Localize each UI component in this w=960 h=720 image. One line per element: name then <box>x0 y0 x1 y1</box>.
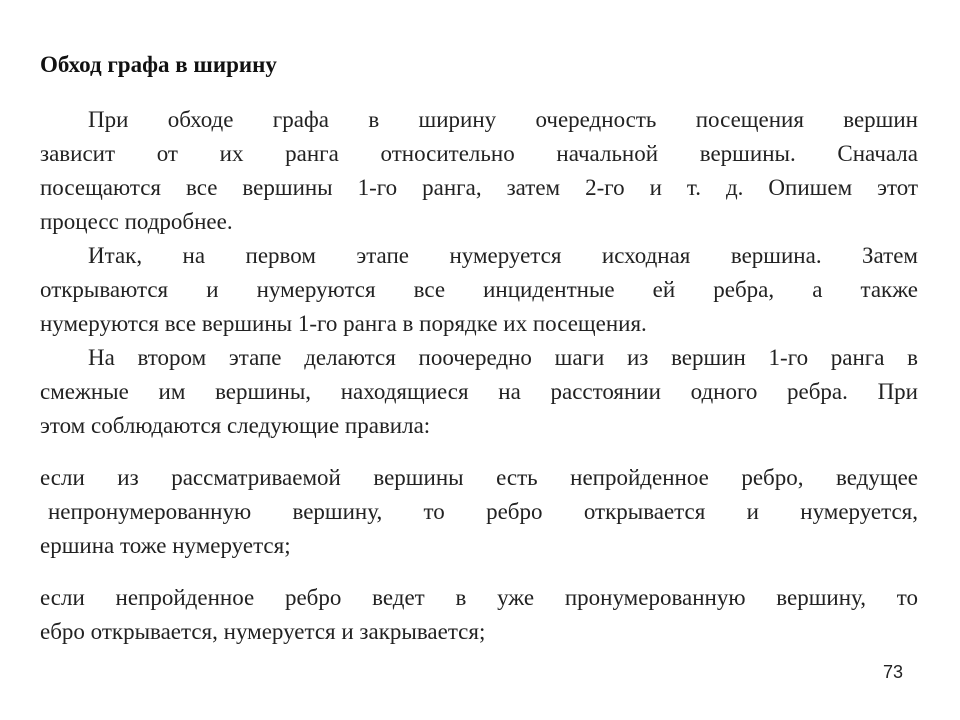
paragraph-2-line-3: нумеруются все вершины 1-го ранга в порядке их посещения. <box>40 311 647 336</box>
rule-1-line-2: непронумерованную вершину, то ребро открывается и нумеруется, <box>48 499 918 524</box>
slide-title: Обход графа в ширину <box>40 52 277 77</box>
paragraph-3-line-3: этом соблюдаются следующие правила: <box>40 413 431 438</box>
rule-2 <box>40 581 918 649</box>
rule-1-line-3: ершина тоже нумеруется; <box>40 533 291 558</box>
paragraph-1-line-3: посещаются все вершины 1-го ранга, затем 2-го и т. д. Опишем этот <box>40 175 918 200</box>
paragraph-1-line-2: зависит от их ранга относительно начальной вершины. Сначала <box>40 141 918 166</box>
paragraph-1-line-1: При обходе графа в ширину очередность посещения вершин <box>88 107 918 132</box>
paragraph-2-line-2: открываются и нумеруются все инцидентные ей ребра, а также <box>40 277 918 302</box>
paragraph-2 <box>40 239 918 341</box>
rule-1-line-1: если из рассматриваемой вершины есть непройденное ребро, ведущее <box>40 465 918 490</box>
rule-2-line-2: ебро открывается, нумеруется и закрывается; <box>40 619 486 644</box>
paragraph-3 <box>40 341 918 443</box>
paragraph-1 <box>40 103 918 239</box>
paragraph-3-line-1: На втором этапе делаются поочередно шаги из вершин 1-го ранга в <box>88 345 918 370</box>
paragraph-2-line-1: Итак, на первом этапе нумеруется исходная вершина. Затем <box>88 243 918 268</box>
rule-2-line-1: если непройденное ребро ведет в уже пронумерованную вершину, то <box>40 585 918 610</box>
page-number: 73 <box>882 662 903 682</box>
rule-1 <box>40 461 918 563</box>
paragraph-1-line-4: процесс подробнее. <box>40 209 233 234</box>
paragraph-3-line-2: смежные им вершины, находящиеся на расстоянии одного ребра. При <box>40 379 918 404</box>
